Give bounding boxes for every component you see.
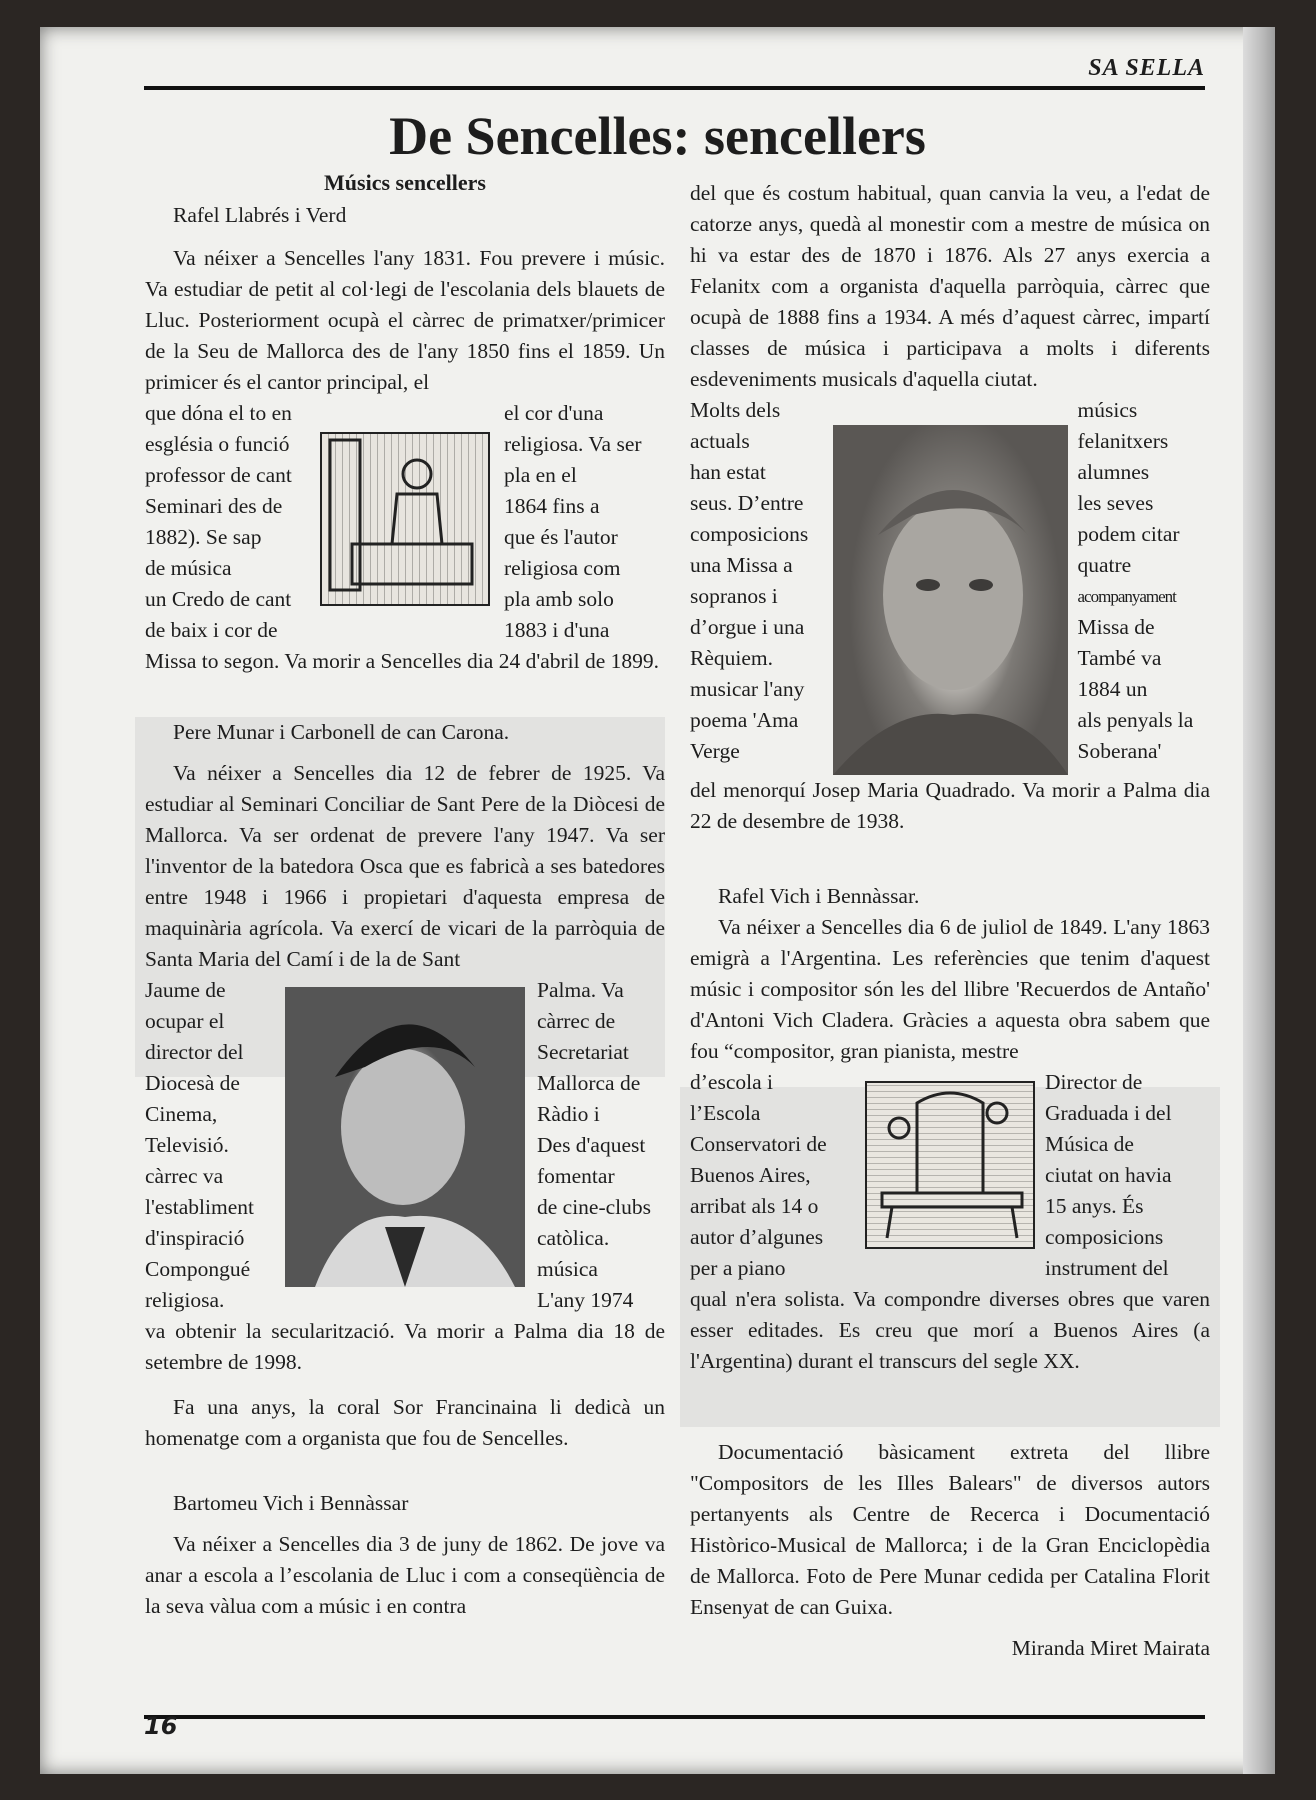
magazine-page — [40, 27, 1275, 1774]
wrap-line: 1864 fins a — [504, 494, 600, 518]
wrap-line: alumnes — [1077, 460, 1150, 484]
wrap-line: 1883 i d'una — [504, 618, 610, 642]
wrap-line: seus. D’entre — [690, 491, 804, 515]
right-column — [690, 178, 1210, 1664]
wrap-line: autor d’algunes — [690, 1225, 824, 1249]
wrap-line: Conservatori de — [690, 1132, 827, 1156]
wrap-line: una Missa a — [690, 553, 793, 577]
wrap-line: Compongué — [145, 1257, 251, 1281]
woodcut-illustration-organist — [320, 432, 490, 606]
wrap-line: acompanyament — [1077, 587, 1176, 606]
wrap-line: composicions — [690, 522, 809, 546]
musician-name: Bartomeu Vich i Bennàssar — [173, 1491, 409, 1515]
wrap-line: Diocesà de — [145, 1071, 240, 1095]
wrap-line: Rèquiem. — [690, 646, 773, 670]
halftone-portrait — [833, 425, 1068, 775]
portrait-photo — [285, 987, 525, 1287]
paragraph: Va néixer a Sencelles dia 12 de febrer de 1925. Va estudiar al Seminari Conciliar de Sant Pere de la Diòcesi de Mallorca. Va ser ordenat de prevere l'any 1947. Va ser l'inventor de la batedora Osca que es fabricà a ses batedores entre 1948 i 1966 i propietari d'aquesta empresa de maquinària agrícola. Va exercí de vicari de la parròquia de Santa Maria del Camí i de la de Sant — [145, 761, 665, 971]
paragraph: Va néixer a Sencelles l'any 1831. Fou prevere i músic. Va estudiar de petit al col·legi de l'escolania dels blauets de Lluc. Posteriorment ocupà el càrrec de primatxer/primicer de la Seu de Mallorca des de l'any 1850 fins el 1859. Un primicer és el cantor principal, el — [145, 246, 665, 394]
wrap-line: 1882). Se sap — [145, 525, 262, 549]
wrap-line: Música de — [1045, 1132, 1134, 1156]
author-signature: Miranda Miret Mairata — [1011, 1636, 1210, 1660]
wrap-line: Cinema, — [145, 1102, 218, 1126]
running-head: SA SELLA — [1088, 55, 1205, 81]
musician-name: Rafel Llabrés i Verd — [173, 203, 347, 227]
paragraph: Va néixer a Sencelles dia 6 de juliol de 1849. L'any 1863 emigrà a l'Argentina. Les referències que tenim d'aquest músic i compositor són les del llibre 'Recuerdos de Antaño' d'Antoni Vich Cladera. Gràcies a aquesta obra sabem que fou “compositor, gran pianista, mestre — [690, 915, 1210, 1063]
wrap-line: podem citar — [1077, 522, 1180, 546]
wrap-line: d’orgue i una — [690, 615, 805, 639]
wrap-line: església o funció — [145, 432, 290, 456]
wrap-line: música — [537, 1257, 598, 1281]
portrait-bartomeu-vich — [833, 425, 1068, 775]
wrap-line: Molts dels — [690, 398, 781, 422]
wrap-line: l’Escola — [690, 1101, 761, 1125]
bottom-rule — [144, 1715, 1205, 1719]
wrap-line: Ràdio i — [537, 1102, 600, 1126]
wrap-line: Secretariat — [537, 1040, 629, 1064]
wrap-line: pla en el — [504, 463, 577, 487]
wrap-line: als penyals la — [1077, 708, 1194, 732]
wrap-line: religiosa. — [145, 1288, 225, 1312]
wrap-line: el cor d'una — [504, 401, 604, 425]
wrap-line: professor de cant — [145, 463, 292, 487]
wrap-line: catòlica. — [537, 1226, 610, 1250]
wrap-line: Palma. Va — [537, 978, 624, 1002]
wrap-line: Des d'aquest — [537, 1133, 646, 1157]
wrap-line: 1884 un — [1077, 677, 1148, 701]
wrap-line: composicions — [1045, 1225, 1164, 1249]
wrap-line: un Credo de cant — [145, 587, 292, 611]
wrap-line: Buenos Aires, — [690, 1163, 811, 1187]
wrap-line: musicar l'any — [690, 677, 805, 701]
wrap-line: han estat — [690, 460, 766, 484]
wrap-line: Director de — [1045, 1070, 1143, 1094]
text-wrap-block — [690, 395, 1210, 775]
wrap-line: Seminari des de — [145, 494, 283, 518]
page-title: De Sencelles: sencellers — [389, 106, 926, 166]
wrap-line: poema 'Ama — [690, 708, 799, 732]
photo-pere-munar — [285, 987, 525, 1287]
paragraph: del menorquí Josep Maria Quadrado. Va morir a Palma dia 22 de desembre de 1938. — [690, 778, 1210, 833]
wrap-line: ocupar el — [145, 1009, 225, 1033]
wrap-line: Missa de — [1077, 615, 1155, 639]
wrap-line: les seves — [1077, 491, 1154, 515]
wrap-line: quatre — [1077, 553, 1132, 577]
section-subtitle: Músics sencellers — [324, 170, 486, 195]
wrap-line: que és l'autor — [504, 525, 618, 549]
paragraph: va obtenir la secularització. Va morir a Palma dia 18 de setembre de 1998. — [145, 1319, 665, 1374]
wrap-line: de música — [145, 556, 232, 580]
paragraph: Fa una anys, la coral Sor Francinaina li dedicà un homenatge com a organista que fou de Sencelles. — [145, 1395, 665, 1450]
sources-note: Documentació bàsicament extreta del llibre "Compositors de les Illes Balears" de diversos autors pertanyents als Centre de Recerca i Documentació Històrico-Musical de Mallorca; i de la Gran Enciclopèdia de Mallorca. Foto de Pere Munar cedida per Catalina Florit Ensenyat de can Guixa. — [690, 1440, 1210, 1619]
woodcut-figure — [322, 434, 488, 600]
wrap-line: Soberana' — [1077, 739, 1162, 763]
wrap-line: d’escola i — [690, 1070, 773, 1094]
wrap-line: músics — [1077, 398, 1138, 422]
page-number: 16 — [144, 1712, 178, 1740]
wrap-line: Graduada i del — [1045, 1101, 1172, 1125]
wrap-line: religiosa com — [504, 556, 621, 580]
wrap-line: instrument del — [1045, 1256, 1169, 1280]
left-column — [145, 167, 665, 1622]
woodcut-illustration-workshop — [865, 1081, 1035, 1249]
wrap-line: que dóna el to en — [145, 401, 292, 425]
top-rule — [144, 86, 1205, 90]
wrap-line: L'any 1974 — [537, 1288, 634, 1312]
wrap-line: de baix i cor de — [145, 618, 278, 642]
text-wrap-block — [690, 1067, 1210, 1284]
wrap-line: religiosa. Va ser — [504, 432, 642, 456]
paragraph: Missa to segon. Va morir a Sencelles dia 24 d'abril de 1899. — [145, 649, 660, 673]
paragraph: qual n'era solista. Va compondre diverses obres que varen esser editades. Es creu que morí a Buenos Aires (a l'Argentina) durant el transcurs del segle XX. — [690, 1287, 1210, 1373]
wrap-line: Mallorca de — [537, 1071, 641, 1095]
wrap-line: felanitxers — [1077, 429, 1169, 453]
wrap-line: Televisió. — [145, 1133, 229, 1157]
wrap-line: d'inspiració — [145, 1226, 245, 1250]
paragraph: Va néixer a Sencelles dia 3 de juny de 1862. De jove va anar a escola a l’escolania de Lluc i com a conseqüència de la seva vàlua com a músic i en contra — [145, 1532, 665, 1618]
wrap-line: pla amb solo — [504, 587, 614, 611]
wrap-line: 15 anys. És — [1045, 1194, 1144, 1218]
musician-name: Rafel Vich i Bennàssar. — [718, 884, 920, 908]
wrap-line: de cine-clubs — [537, 1195, 652, 1219]
musician-name: Pere Munar i Carbonell de can Carona. — [173, 720, 510, 744]
wrap-line: director del — [145, 1040, 244, 1064]
text-wrap-block — [145, 398, 665, 646]
wrap-line: Jaume de — [145, 978, 226, 1002]
wrap-line: ciutat on havia — [1045, 1163, 1172, 1187]
wrap-line: sopranos i — [690, 584, 778, 608]
wrap-line: Verge — [690, 739, 740, 763]
woodcut-figures — [867, 1083, 1033, 1243]
text-wrap-block — [145, 975, 665, 1316]
wrap-line: càrrec va — [145, 1164, 224, 1188]
paragraph: del que és costum habitual, quan canvia la veu, a l'edat de catorze anys, quedà al monestir com a mestre de música on hi va estar des de 1870 i 1876. Als 27 anys exercia a Felanitx com a organista d'aquella parròquia, càrrec que ocupà de 1888 fins a 1934. A més d’aquest càrrec, impartí classes de música i participava a molts i diferents esdeveniments musicals d'aquella ciutat. — [690, 181, 1210, 391]
wrap-line: per a piano — [690, 1256, 786, 1280]
wrap-line: càrrec de — [537, 1009, 616, 1033]
wrap-line: l'establiment — [145, 1195, 254, 1219]
wrap-line: fomentar — [537, 1164, 615, 1188]
page-spine — [1243, 27, 1275, 1774]
wrap-line: arribat als 14 o — [690, 1194, 819, 1218]
wrap-line: actuals — [690, 429, 750, 453]
wrap-line: També va — [1077, 646, 1162, 670]
